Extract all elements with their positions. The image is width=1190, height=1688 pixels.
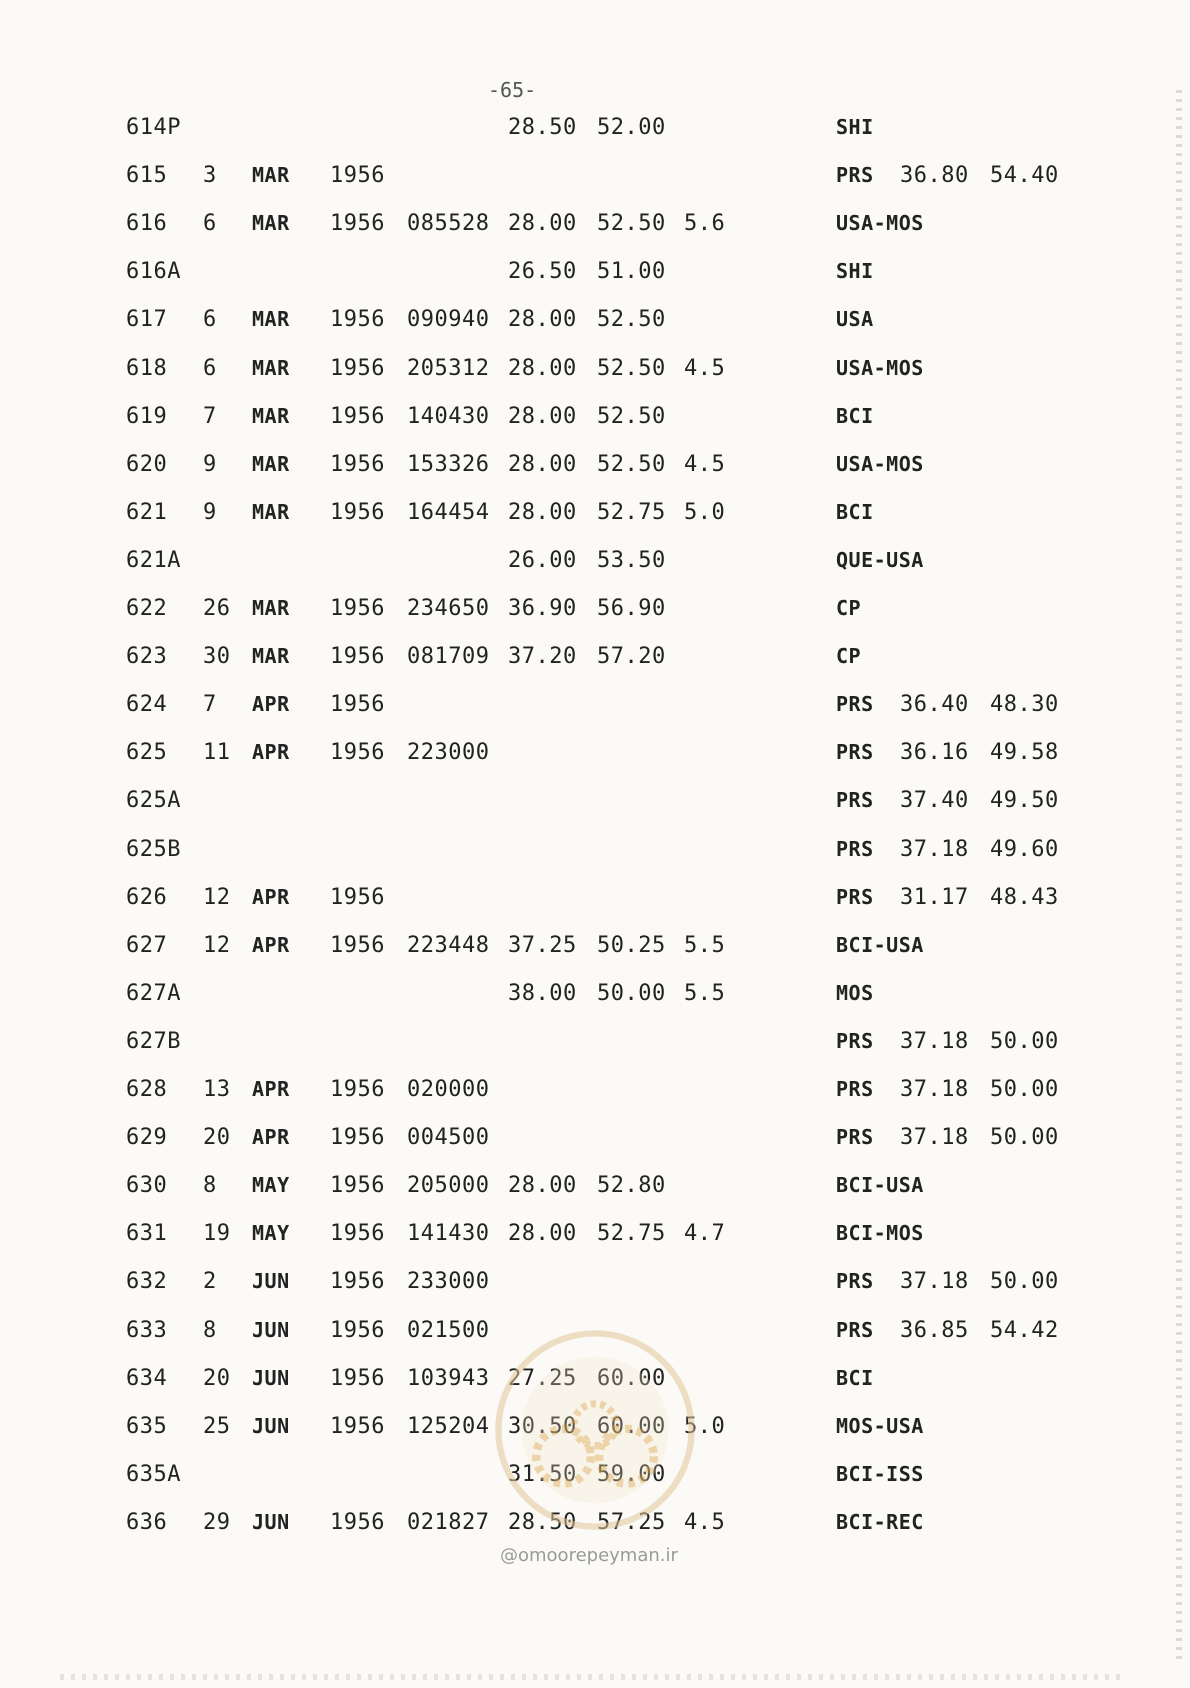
- row-year: 1956: [330, 1509, 385, 1535]
- row-source: PRS: [836, 788, 874, 813]
- row-month: JUN: [252, 1269, 290, 1294]
- table-row: [0, 1366, 1190, 1406]
- row-alt-latitude: 37.40: [900, 788, 969, 814]
- row-year: 1956: [330, 1077, 385, 1102]
- row-latitude: 26.50: [508, 259, 577, 285]
- row-year: 1956: [330, 163, 385, 189]
- row-month: MAR: [252, 451, 290, 476]
- row-longitude: 60.00: [597, 1365, 666, 1391]
- row-year: 1956: [330, 1317, 385, 1343]
- row-alt-longitude: 50.00: [990, 1028, 1059, 1054]
- row-month: APR: [252, 1125, 290, 1150]
- row-source: PRS: [836, 884, 874, 909]
- row-time: 085528: [407, 211, 490, 237]
- row-alt-latitude: 37.18: [900, 1077, 969, 1102]
- row-year: 1956: [330, 932, 385, 958]
- row-id: 617: [126, 307, 168, 333]
- row-magnitude: 4.5: [684, 451, 726, 477]
- table-row: [0, 1173, 1190, 1213]
- row-time: 021827: [407, 1509, 490, 1535]
- row-alt-longitude: 54.42: [990, 1317, 1059, 1343]
- row-year: 1956: [330, 692, 385, 718]
- row-source: SHI: [836, 115, 874, 139]
- row-source: BCI: [836, 403, 874, 428]
- row-source: QUE-USA: [836, 547, 924, 572]
- table-row: [0, 596, 1190, 636]
- row-day: 6: [203, 211, 217, 237]
- table-row: [0, 404, 1190, 444]
- row-day: 11: [203, 740, 231, 766]
- table-row: [0, 933, 1190, 973]
- row-longitude: 52.50: [597, 211, 666, 237]
- row-month: MAR: [252, 403, 290, 428]
- table-row: [0, 1414, 1190, 1454]
- row-id: 631: [126, 1221, 168, 1247]
- row-day: 26: [203, 596, 231, 621]
- row-month: MAR: [252, 499, 290, 524]
- row-time: 205000: [407, 1173, 490, 1199]
- row-time: 090940: [407, 307, 490, 333]
- row-alt-latitude: 36.40: [900, 692, 969, 718]
- row-alt-latitude: 31.17: [900, 884, 969, 910]
- row-day: 25: [203, 1413, 231, 1439]
- row-time: 223000: [407, 740, 490, 766]
- row-alt-latitude: 36.16: [900, 740, 969, 766]
- row-latitude: 31.50: [508, 1461, 577, 1487]
- row-id: 621A: [126, 547, 181, 573]
- row-longitude: 53.50: [597, 547, 666, 573]
- row-year: 1956: [330, 211, 385, 237]
- row-source: CP: [836, 596, 862, 620]
- row-month: MAR: [252, 596, 290, 620]
- row-month: JUN: [252, 1365, 290, 1390]
- row-source: PRS: [836, 1077, 874, 1101]
- row-source: MOS: [836, 980, 874, 1005]
- row-latitude: 28.00: [508, 355, 577, 381]
- row-magnitude: 5.5: [684, 980, 726, 1006]
- row-magnitude: 4.7: [684, 1221, 726, 1247]
- row-year: 1956: [330, 644, 385, 670]
- table-row: [0, 115, 1190, 155]
- row-year: 1956: [330, 1125, 385, 1151]
- row-id: 623: [126, 644, 168, 670]
- row-source: BCI-REC: [836, 1509, 924, 1534]
- row-alt-longitude: 48.43: [990, 884, 1059, 910]
- row-day: 19: [203, 1221, 231, 1247]
- row-magnitude: 5.6: [684, 211, 726, 237]
- row-latitude: 37.20: [508, 644, 577, 670]
- row-latitude: 28.00: [508, 211, 577, 237]
- row-source: BCI: [836, 499, 874, 524]
- row-latitude: 28.00: [508, 1221, 577, 1247]
- row-id: 616: [126, 211, 168, 237]
- table-row: [0, 1077, 1190, 1117]
- row-id: 621: [126, 499, 168, 525]
- row-year: 1956: [330, 307, 385, 333]
- row-time: 233000: [407, 1269, 490, 1295]
- row-latitude: 30.50: [508, 1413, 577, 1439]
- row-source: USA-MOS: [836, 355, 924, 380]
- row-id: 622: [126, 596, 168, 621]
- row-time: 004500: [407, 1125, 490, 1151]
- table-row: [0, 1029, 1190, 1069]
- table-row: [0, 356, 1190, 396]
- row-year: 1956: [330, 1365, 385, 1391]
- row-id: 620: [126, 451, 168, 477]
- row-alt-latitude: 37.18: [900, 1269, 969, 1295]
- row-time: 020000: [407, 1077, 490, 1102]
- table-row: [0, 837, 1190, 877]
- row-time: 223448: [407, 932, 490, 958]
- row-month: APR: [252, 932, 290, 957]
- row-latitude: 28.00: [508, 307, 577, 333]
- row-year: 1956: [330, 499, 385, 525]
- row-alt-longitude: 48.30: [990, 692, 1059, 718]
- row-magnitude: 4.5: [684, 355, 726, 381]
- row-longitude: 50.25: [597, 932, 666, 958]
- row-time: 140430: [407, 403, 490, 429]
- row-magnitude: 5.0: [684, 499, 726, 525]
- row-year: 1956: [330, 740, 385, 766]
- row-month: MAR: [252, 355, 290, 380]
- row-source: PRS: [836, 1269, 874, 1294]
- row-month: JUN: [252, 1413, 290, 1438]
- row-longitude: 52.75: [597, 1221, 666, 1247]
- row-longitude: 60.00: [597, 1413, 666, 1439]
- row-latitude: 28.00: [508, 1173, 577, 1199]
- row-magnitude: 5.5: [684, 932, 726, 958]
- table-row: [0, 307, 1190, 347]
- row-id: 618: [126, 355, 168, 381]
- row-source: CP: [836, 644, 862, 669]
- row-longitude: 57.20: [597, 644, 666, 670]
- row-alt-latitude: 36.80: [900, 163, 969, 189]
- row-day: 9: [203, 451, 217, 477]
- row-source: BCI-ISS: [836, 1461, 924, 1486]
- row-id: 632: [126, 1269, 168, 1295]
- row-year: 1956: [330, 1269, 385, 1295]
- row-source: PRS: [836, 1125, 874, 1150]
- table-row: [0, 1510, 1190, 1550]
- row-source: USA-MOS: [836, 451, 924, 476]
- row-source: BCI-USA: [836, 932, 924, 957]
- row-id: 630: [126, 1173, 168, 1199]
- row-latitude: 37.25: [508, 932, 577, 958]
- row-month: MAR: [252, 307, 290, 332]
- row-month: APR: [252, 692, 290, 717]
- row-longitude: 51.00: [597, 259, 666, 285]
- row-month: JUN: [252, 1317, 290, 1342]
- row-time: 081709: [407, 644, 490, 670]
- row-year: 1956: [330, 1173, 385, 1199]
- row-month: MAY: [252, 1173, 290, 1198]
- table-row: [0, 211, 1190, 251]
- table-row: [0, 452, 1190, 492]
- table-row: [0, 644, 1190, 684]
- row-id: 616A: [126, 259, 181, 285]
- row-day: 3: [203, 163, 217, 189]
- row-time: 205312: [407, 355, 490, 381]
- row-month: MAY: [252, 1221, 290, 1246]
- row-id: 625: [126, 740, 168, 766]
- row-alt-longitude: 49.60: [990, 836, 1059, 862]
- row-latitude: 28.00: [508, 499, 577, 525]
- table-row: [0, 1318, 1190, 1358]
- row-month: MAR: [252, 163, 290, 188]
- row-year: 1956: [330, 1413, 385, 1439]
- row-id: 629: [126, 1125, 168, 1151]
- row-day: 30: [203, 644, 231, 670]
- table-row: [0, 1125, 1190, 1165]
- row-id: 634: [126, 1365, 168, 1391]
- row-time: 153326: [407, 451, 490, 477]
- row-id: 614P: [126, 115, 181, 140]
- row-day: 6: [203, 307, 217, 333]
- row-day: 12: [203, 932, 231, 958]
- row-latitude: 36.90: [508, 596, 577, 621]
- row-longitude: 56.90: [597, 596, 666, 621]
- row-time: 125204: [407, 1413, 490, 1439]
- row-source: PRS: [836, 163, 874, 188]
- row-longitude: 52.50: [597, 403, 666, 429]
- row-year: 1956: [330, 403, 385, 429]
- row-month: MAR: [252, 644, 290, 669]
- row-latitude: 38.00: [508, 980, 577, 1006]
- row-day: 20: [203, 1365, 231, 1391]
- row-day: 8: [203, 1173, 217, 1199]
- row-month: APR: [252, 884, 290, 909]
- row-latitude: 28.50: [508, 1509, 577, 1535]
- row-year: 1956: [330, 884, 385, 910]
- row-id: 627A: [126, 980, 181, 1006]
- row-year: 1956: [330, 596, 385, 621]
- row-latitude: 28.00: [508, 451, 577, 477]
- table-row: [0, 1221, 1190, 1261]
- row-id: 635: [126, 1413, 168, 1439]
- row-id: 636: [126, 1509, 168, 1535]
- row-id: 619: [126, 403, 168, 429]
- row-longitude: 52.80: [597, 1173, 666, 1199]
- row-time: 021500: [407, 1317, 490, 1343]
- row-day: 7: [203, 692, 217, 718]
- row-id: 615: [126, 163, 168, 189]
- row-alt-longitude: 54.40: [990, 163, 1059, 189]
- row-latitude: 28.00: [508, 403, 577, 429]
- row-magnitude: 5.0: [684, 1413, 726, 1439]
- row-time: 234650: [407, 596, 490, 621]
- row-latitude: 27.25: [508, 1365, 577, 1391]
- row-longitude: 52.75: [597, 499, 666, 525]
- row-longitude: 52.50: [597, 307, 666, 333]
- row-alt-latitude: 36.85: [900, 1317, 969, 1343]
- row-month: MAR: [252, 211, 290, 236]
- row-year: 1956: [330, 451, 385, 477]
- table-row: [0, 788, 1190, 828]
- row-alt-longitude: 50.00: [990, 1125, 1059, 1151]
- row-year: 1956: [330, 355, 385, 381]
- row-id: 625A: [126, 788, 181, 814]
- row-id: 628: [126, 1077, 168, 1102]
- row-source: BCI: [836, 1365, 874, 1390]
- row-id: 626: [126, 884, 168, 910]
- row-day: 12: [203, 884, 231, 910]
- row-source: USA-MOS: [836, 211, 924, 236]
- row-source: PRS: [836, 836, 874, 861]
- row-source: PRS: [836, 1028, 874, 1053]
- row-longitude: 52.00: [597, 115, 666, 140]
- table-row: [0, 548, 1190, 588]
- row-source: SHI: [836, 259, 874, 284]
- row-year: 1956: [330, 1221, 385, 1247]
- row-month: JUN: [252, 1509, 290, 1534]
- table-row: [0, 1462, 1190, 1502]
- row-day: 9: [203, 499, 217, 525]
- row-id: 627: [126, 932, 168, 958]
- table-row: [0, 500, 1190, 540]
- page-number: -65-: [488, 78, 537, 102]
- table-row: [0, 692, 1190, 732]
- table-row: [0, 259, 1190, 299]
- row-id: 627B: [126, 1028, 181, 1054]
- row-alt-latitude: 37.18: [900, 1028, 969, 1054]
- row-source: BCI-MOS: [836, 1221, 924, 1246]
- row-time: 141430: [407, 1221, 490, 1247]
- row-alt-longitude: 49.58: [990, 740, 1059, 766]
- row-alt-longitude: 50.00: [990, 1077, 1059, 1102]
- row-source: BCI-USA: [836, 1173, 924, 1198]
- row-latitude: 26.00: [508, 547, 577, 573]
- row-month: APR: [252, 740, 290, 765]
- row-id: 625B: [126, 836, 181, 862]
- row-id: 624: [126, 692, 168, 718]
- row-longitude: 52.50: [597, 355, 666, 381]
- row-alt-longitude: 49.50: [990, 788, 1059, 814]
- table-row: [0, 1269, 1190, 1309]
- watermark-text: @omoorepeyman.ir: [500, 1545, 678, 1566]
- row-day: 13: [203, 1077, 231, 1102]
- row-longitude: 52.50: [597, 451, 666, 477]
- row-day: 8: [203, 1317, 217, 1343]
- row-source: PRS: [836, 740, 874, 765]
- row-day: 7: [203, 403, 217, 429]
- scan-edge-right: [1176, 90, 1182, 1660]
- table-row: [0, 163, 1190, 203]
- row-id: 635A: [126, 1461, 181, 1487]
- row-longitude: 59.00: [597, 1461, 666, 1487]
- row-id: 633: [126, 1317, 168, 1343]
- row-day: 29: [203, 1509, 231, 1535]
- row-longitude: 50.00: [597, 980, 666, 1006]
- row-day: 6: [203, 355, 217, 381]
- table-row: [0, 981, 1190, 1021]
- row-magnitude: 4.5: [684, 1509, 726, 1535]
- row-time: 164454: [407, 499, 490, 525]
- row-alt-latitude: 37.18: [900, 1125, 969, 1151]
- row-source: USA: [836, 307, 874, 332]
- row-time: 103943: [407, 1365, 490, 1391]
- row-month: APR: [252, 1077, 290, 1101]
- row-source: PRS: [836, 1317, 874, 1342]
- row-day: 20: [203, 1125, 231, 1151]
- row-latitude: 28.50: [508, 115, 577, 140]
- row-longitude: 57.25: [597, 1509, 666, 1535]
- row-day: 2: [203, 1269, 217, 1295]
- scan-edge-bottom: [60, 1674, 1120, 1680]
- table-row: [0, 885, 1190, 925]
- row-alt-latitude: 37.18: [900, 836, 969, 862]
- row-source: MOS-USA: [836, 1413, 924, 1438]
- row-source: PRS: [836, 692, 874, 717]
- table-row: [0, 740, 1190, 780]
- row-alt-longitude: 50.00: [990, 1269, 1059, 1295]
